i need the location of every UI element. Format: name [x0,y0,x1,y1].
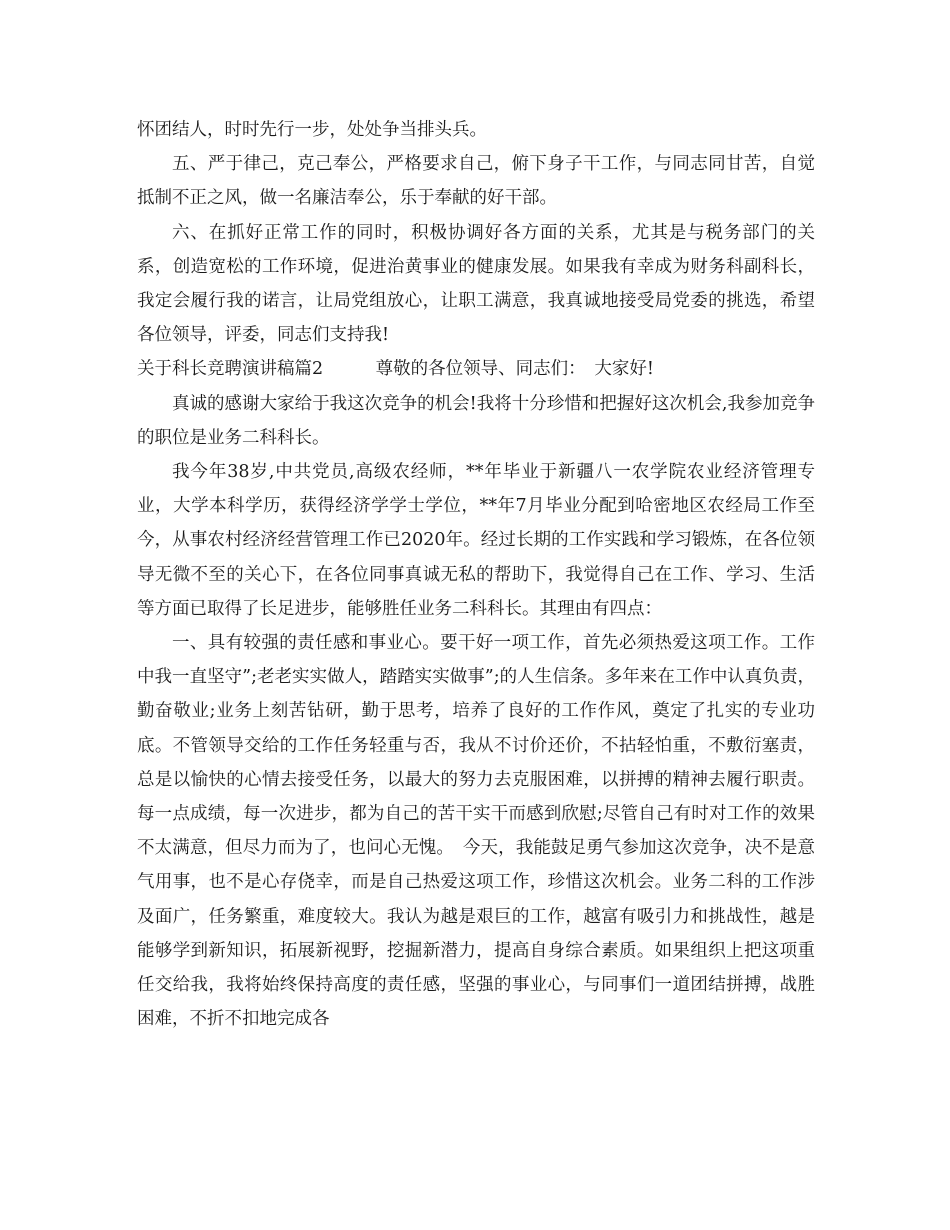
document-body [137,113,815,1036]
paragraph-thanks: 真诚的感谢大家给于我这次竞争的机会!我将十分珍惜和把握好这次机会,我参加竞争的职位是业务二科科长。 [137,393,815,448]
paragraph-reason-one: 一、具有较强的责任感和事业心。要干好一项工作，首先必须热爱这项工作。工作中我一直坚守”;老老实实做人，踏踏实实做事”;的人生信条。多年来在工作中认真负责，勤奋敬业;业务上刻苦钻研，勤于思考，培养了良好的工作作风，奠定了扎实的专业功底。不管领导交给的工作任务轻重与否，我从不讨价还价，不拈轻怕重，不敷衍塞责，总是以愉快的心情去接受任务，以最大的努力去克服困难，以拼搏的精神去履行职责。每一点成绩，每一次进步，都为自己的苦干实干而感到欣慰;尽管自己有时对工作的效果不太满意，但尽力而为了，也问心无愧。 今天，我能鼓足勇气参加这次竞争，决不是意气用事，也不是心存侥幸，而是自己热爱这项工作，珍惜这次机会。业务二科的工作涉及面广，任务繁重，难度较大。我认为越是艰巨的工作，越富有吸引力和挑战性，越是能够学到新知识，拓展新视野，挖掘新潜力，提高自身综合素质。如果组织上把这项重任交给我，我将始终保持高度的责任感，坚强的事业心，与同事们一道团结拼搏，战胜困难，不折不扣地完成各 [137,633,815,1030]
paragraph-continuation: 怀团结人，时时先行一步，处处争当排头兵。 [137,120,487,140]
paragraph-item-five: 五、严于律己，克己奉公，严格要求自己，俯下身子干工作，与同志同甘苦，自觉抵制不正之风，做一名廉洁奉公，乐于奉献的好干部。 [137,154,815,209]
paragraph-self-introduction: 我今年38岁,中共党员,高级农经师，**年毕业于新疆八一农学院农业经济管理专业，大学本科学历，获得经济学学士学位，**年7月毕业分配到哈密地区农经局工作至今，从事农村经济经营管理工作已2020年。经过长期的工作实践和学习锻炼，在各位领导无微不至的关心下，在各位同事真诚无私的帮助下，我觉得自己在工作、学习、生活等方面已取得了长足进步，能够胜任业务二科科长。其理由有四点： [137,462,815,619]
paragraph-item-six: 六、在抓好正常工作的同时，积极协调好各方面的关系，尤其是与税务部门的关系，创造宽松的工作环境，促进治黄事业的健康发展。如果我有幸成为财务科副科长，我定会履行我的诺言，让局党组放心，让职工满意，我真诚地接受局党委的挑选，希望各位领导，评委，同志们支持我! [137,222,815,346]
section-title-line: 关于科长竞聘演讲稿篇2 尊敬的各位领导、同志们： 大家好! [137,359,654,380]
